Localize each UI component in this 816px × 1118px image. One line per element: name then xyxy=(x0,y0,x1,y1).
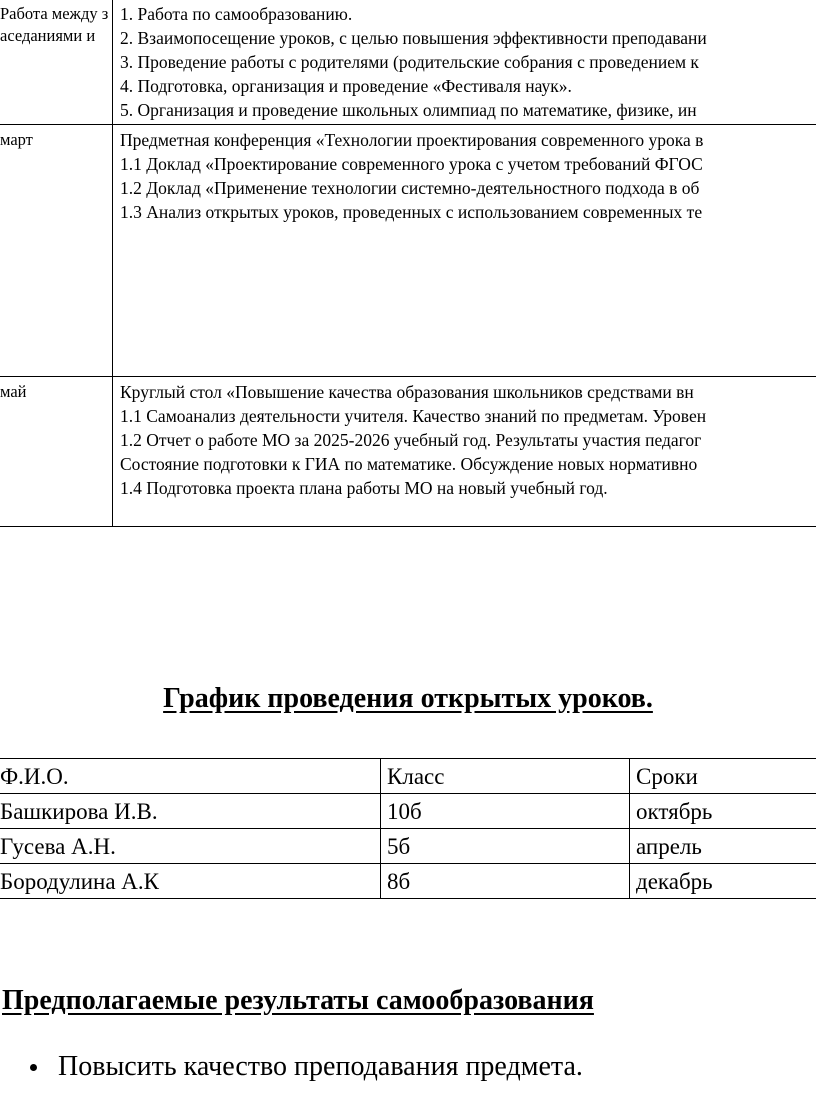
plan-when-cell: май xyxy=(0,377,113,527)
plan-when-cell: март xyxy=(0,125,113,377)
plan-items-cell xyxy=(113,0,816,125)
schedule-cell-class: 5б xyxy=(381,829,630,864)
schedule-cell-name: Бородулина А.К xyxy=(0,864,381,899)
schedule-title: График проведения открытых уроков. xyxy=(163,683,653,714)
plan-items-cell xyxy=(113,377,816,527)
schedule-header-class: Класс xyxy=(381,759,630,794)
plan-item: 1.2 Доклад «Применение технологии системно-деятельностного подхода в об xyxy=(120,178,700,198)
plan-row xyxy=(0,377,816,527)
plan-item: 1.3 Анализ открытых уроков, проведенных с использованием современных те xyxy=(120,202,703,222)
schedule-cell-dates: декабрь xyxy=(630,864,816,899)
plan-when-cell: Работа между заседаниями и xyxy=(0,0,113,125)
plan-item: 1. Работа по самообразованию. xyxy=(120,4,353,24)
results-item-text: Повысить качество преподавания предмета. xyxy=(58,1051,583,1082)
plan-row xyxy=(0,125,816,377)
results-list-item xyxy=(0,1047,583,1087)
plan-item: 4. Подготовка, организация и проведение «Фестиваля наук». xyxy=(120,76,572,96)
schedule-row xyxy=(0,794,816,829)
plan-item: 3. Проведение работы с родителями (родительские собрания с проведением к xyxy=(120,52,699,72)
plan-item: Состояние подготовки к ГИА по математике. Обсуждение новых нормативно xyxy=(120,454,698,474)
plan-item: 1.2 Отчет о работе МО за 2025-2026 учебный год. Результаты участия педагог xyxy=(120,430,702,450)
schedule-cell-class: 10б xyxy=(381,794,630,829)
plan-row xyxy=(0,0,816,125)
plan-item: 1.1 Доклад «Проектирование современного урока с учетом требований ФГОС xyxy=(120,154,703,174)
schedule-header-row xyxy=(0,759,816,794)
plan-item: Круглый стол «Повышение качества образования школьников средствами вн xyxy=(120,382,694,402)
results-list xyxy=(0,1047,583,1087)
schedule-cell-class: 8б xyxy=(381,864,630,899)
plan-item: 2. Взаимопосещение уроков, с целью повышения эффективности преподавани xyxy=(120,28,707,48)
schedule-row xyxy=(0,829,816,864)
schedule-header-name: Ф.И.О. xyxy=(0,759,381,794)
bullet-icon xyxy=(30,1064,37,1071)
plan-item: 5. Организация и проведение школьных олимпиад по математике, физике, ин xyxy=(120,100,697,120)
plan-item: 1.1 Самоанализ деятельности учителя. Качество знаний по предметам. Уровен xyxy=(120,406,707,426)
schedule-cell-name: Гусева А.Н. xyxy=(0,829,381,864)
plan-item: 1.4 Подготовка проекта плана работы МО на новый учебный год. xyxy=(120,478,608,498)
results-title: Предполагаемые результаты самообразования xyxy=(2,985,594,1016)
schedule-table xyxy=(0,758,816,899)
schedule-row xyxy=(0,864,816,899)
schedule-cell-dates: октябрь xyxy=(630,794,816,829)
plan-items-cell xyxy=(113,125,816,377)
schedule-cell-dates: апрель xyxy=(630,829,816,864)
schedule-header-dates: Сроки xyxy=(630,759,816,794)
plan-item: Предметная конференция «Технологии проектирования современного урока в xyxy=(120,130,704,150)
schedule-cell-name: Башкирова И.В. xyxy=(0,794,381,829)
plan-table xyxy=(0,0,816,527)
